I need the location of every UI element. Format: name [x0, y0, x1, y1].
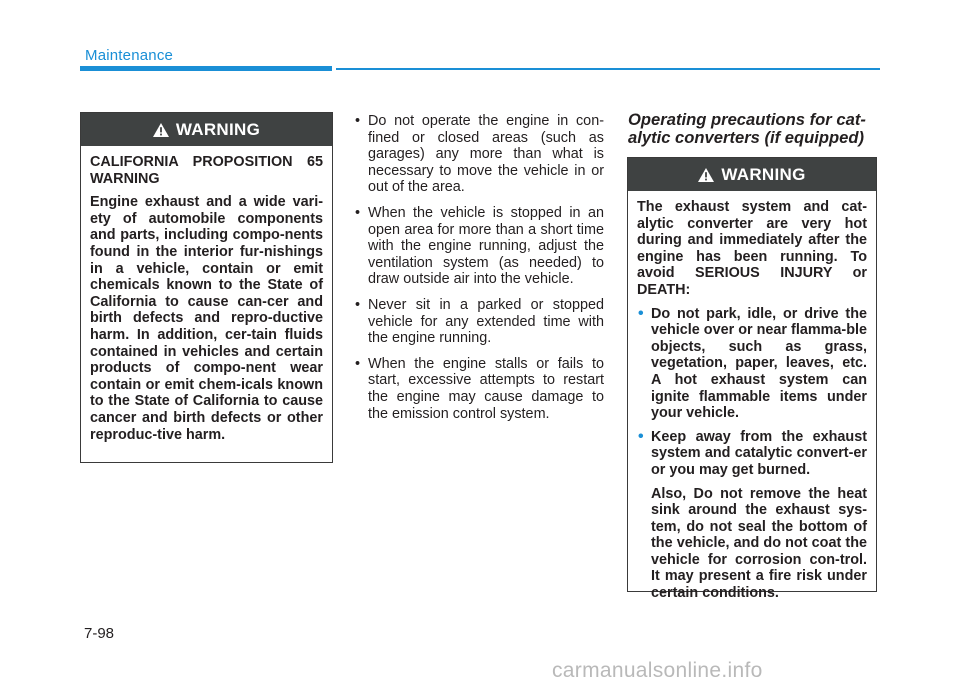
- bullet-dot-icon: •: [355, 204, 361, 221]
- catalytic-converter-subheading: Operating precautions for cat-alytic converters (if equipped): [628, 110, 866, 147]
- header-rule-thick: [80, 66, 332, 71]
- warning-header: [81, 113, 332, 146]
- warning-label: WARNING: [175, 119, 261, 139]
- catalytic-warning-box: [627, 157, 877, 602]
- header-rule-thin: [336, 68, 880, 70]
- bullet-continuation: Also, Do not remove the heat sink around the exhaust sys-tem, do not seal the bottom of the vehicle, and do not coat the vehicle for corrosion con-trol. It may present a fire risk under certain conditions.: [651, 485, 867, 602]
- warning-triangle-icon: [153, 123, 169, 137]
- list-item: • Do not operate the engine in con-fined or closed areas (such as garages) any more than what is necessary to move the vehicle in or out of the area.: [355, 113, 604, 196]
- list-item: • When the vehicle is stopped in an open area for more than a short time with the engine running, adjust the ventilation system (as needed) to draw outside air into the vehicle.: [355, 204, 604, 288]
- page-number: 7-98: [84, 625, 115, 642]
- prop65-warning-box: [80, 112, 333, 463]
- warning-title: CALIFORNIA PROPOSITION 65 WARNING: [90, 154, 323, 187]
- warning-label: WARNING: [721, 164, 806, 184]
- list-item: • When the engine stalls or fails to start, excessive attempts to restart the engine may cause damage to the emission control system.: [355, 355, 604, 422]
- bullet-dot-icon: •: [355, 355, 361, 372]
- list-item: • Keep away from the exhaust system and catalytic convert-er or you may get burned. Also, Do not remove the heat sink around the exhaust sys-tem, do not seal the bottom of the vehicle, and do not coat the vehicle for corrosion con-trol. It may present a fire risk under certain conditions.: [638, 427, 867, 602]
- list-item: • Do not park, idle, or drive the vehicle over or near flamma-ble objects, such as grass, vegetation, paper, leaves, etc. A hot exhaust system can ignite flammable items under your vehicle.: [638, 304, 867, 422]
- warning-header: [628, 158, 876, 191]
- bullet-dot-icon: •: [638, 427, 644, 445]
- warning-intro: The exhaust system and cat-alytic converter are very hot during and immediately after the engine has been running. To avoid SERIOUS INJURY or DEATH:: [637, 199, 867, 298]
- bullet-dot-icon: •: [638, 304, 644, 322]
- list-item: • Never sit in a parked or stopped vehicle for any extended time with the engine running.: [355, 296, 604, 347]
- warning-bullets: [637, 306, 867, 602]
- section-title: Maintenance: [85, 47, 174, 64]
- warning-text: Engine exhaust and a wide vari-ety of automobile components and parts, including compo-nents found in the interior fur-nishings in a vehicle, contain or emit chemicals known to the State of California to cause can-cer and birth defects and repro-ductive harm. In addition, cer-tain fluids contained in vehicles and certain products of compo-nent wear contain or emit chem-icals known to the State of California to cause cancer and birth defects or other reproduc-tive harm.: [90, 194, 323, 443]
- engine-precautions-list: [352, 113, 604, 431]
- bullet-dot-icon: •: [355, 296, 361, 313]
- bullet-dot-icon: •: [355, 113, 361, 129]
- watermark: carmanualsonline.info: [552, 659, 763, 682]
- warning-triangle-icon: [698, 168, 714, 182]
